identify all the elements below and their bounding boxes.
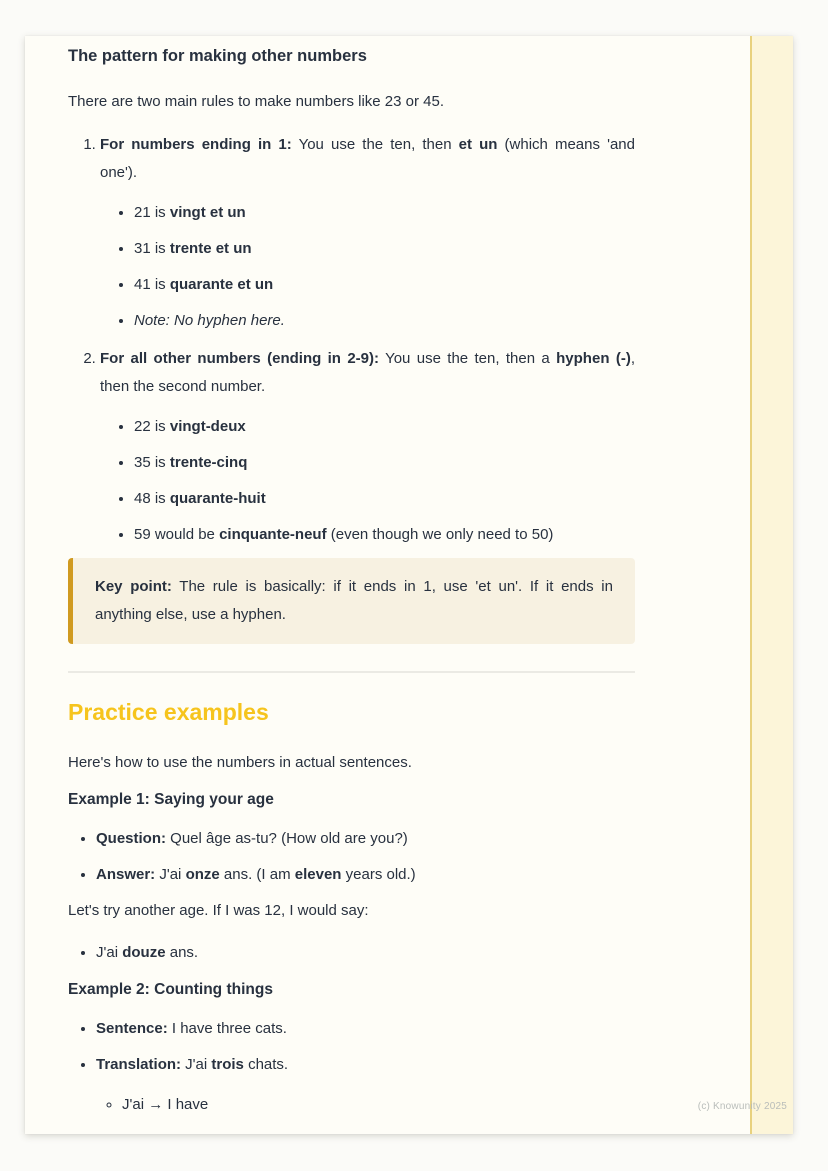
rules-list (68, 131, 635, 549)
translation-item (96, 1051, 635, 1119)
example-2-bullets (68, 1015, 635, 1119)
example-item: • 35 is trente-cinq (134, 449, 635, 477)
question-item: • Question: Quel âge as-tu? (How old are you?) (96, 825, 635, 853)
example-item: • 22 is vingt-deux (134, 413, 635, 441)
rule-2-text: For all other numbers (ending in 2-9): You use the ten, then a hyphen (-), then the second number. (100, 350, 635, 395)
rule-1-examples-list (100, 199, 635, 335)
example-item: • 21 is vingt et un (134, 199, 635, 227)
example-item: • 41 is quarante et un (134, 271, 635, 299)
example-1-extra-bullets (68, 939, 635, 967)
sentence-item: • Sentence: I have three cats. (96, 1015, 635, 1043)
example-item: • 59 would be cinquante-neuf (even though we only need to 50) (134, 521, 635, 549)
example-item: • 48 is quarante-huit (134, 485, 635, 513)
note-item: • Note: No hyphen here. (134, 307, 635, 335)
practice-examples-heading: Practice examples (68, 699, 269, 725)
answer-item: • Answer: J'ai onze ans. (I am eleven years old.) (96, 861, 635, 889)
another-age-paragraph: Let's try another age. If I was 12, I would say: (68, 902, 369, 919)
intro-paragraph: There are two main rules to make numbers like 23 or 45. (68, 93, 445, 110)
douze-item: • J'ai douze ans. (96, 939, 635, 967)
page-edge-strip (750, 36, 793, 1134)
practice-intro-paragraph: Here's how to use the numbers in actual sentences. (68, 754, 412, 771)
rule-2-examples-list (100, 413, 635, 549)
section-divider (68, 671, 635, 673)
watermark: (c) Knowunity 2025 (697, 1101, 787, 1112)
document-content (68, 36, 635, 1119)
translation-breakdown-list (96, 1091, 635, 1119)
translation-text: Translation: J'ai trois chats. (96, 1056, 289, 1073)
key-point-callout: Key point: The rule is basically: if it ends in 1, use 'et un'. If it ends in anything else, use a hyphen. (68, 558, 635, 644)
example-item: • 31 is trente et un (134, 235, 635, 263)
rule-item-1 (100, 131, 635, 335)
section-heading-pattern: The pattern for making other numbers (68, 47, 367, 65)
example-1-title: Example 1: Saying your age (68, 791, 274, 808)
rule-item-2 (100, 345, 635, 549)
rule-1-text: For numbers ending in 1: You use the ten, then et un (which means 'and one'). (100, 136, 635, 181)
breakdown-item: ◦ J'ai → I have (122, 1091, 635, 1119)
example-2-title: Example 2: Counting things (68, 981, 273, 998)
example-1-bullets (68, 825, 635, 889)
document-page (25, 36, 793, 1134)
